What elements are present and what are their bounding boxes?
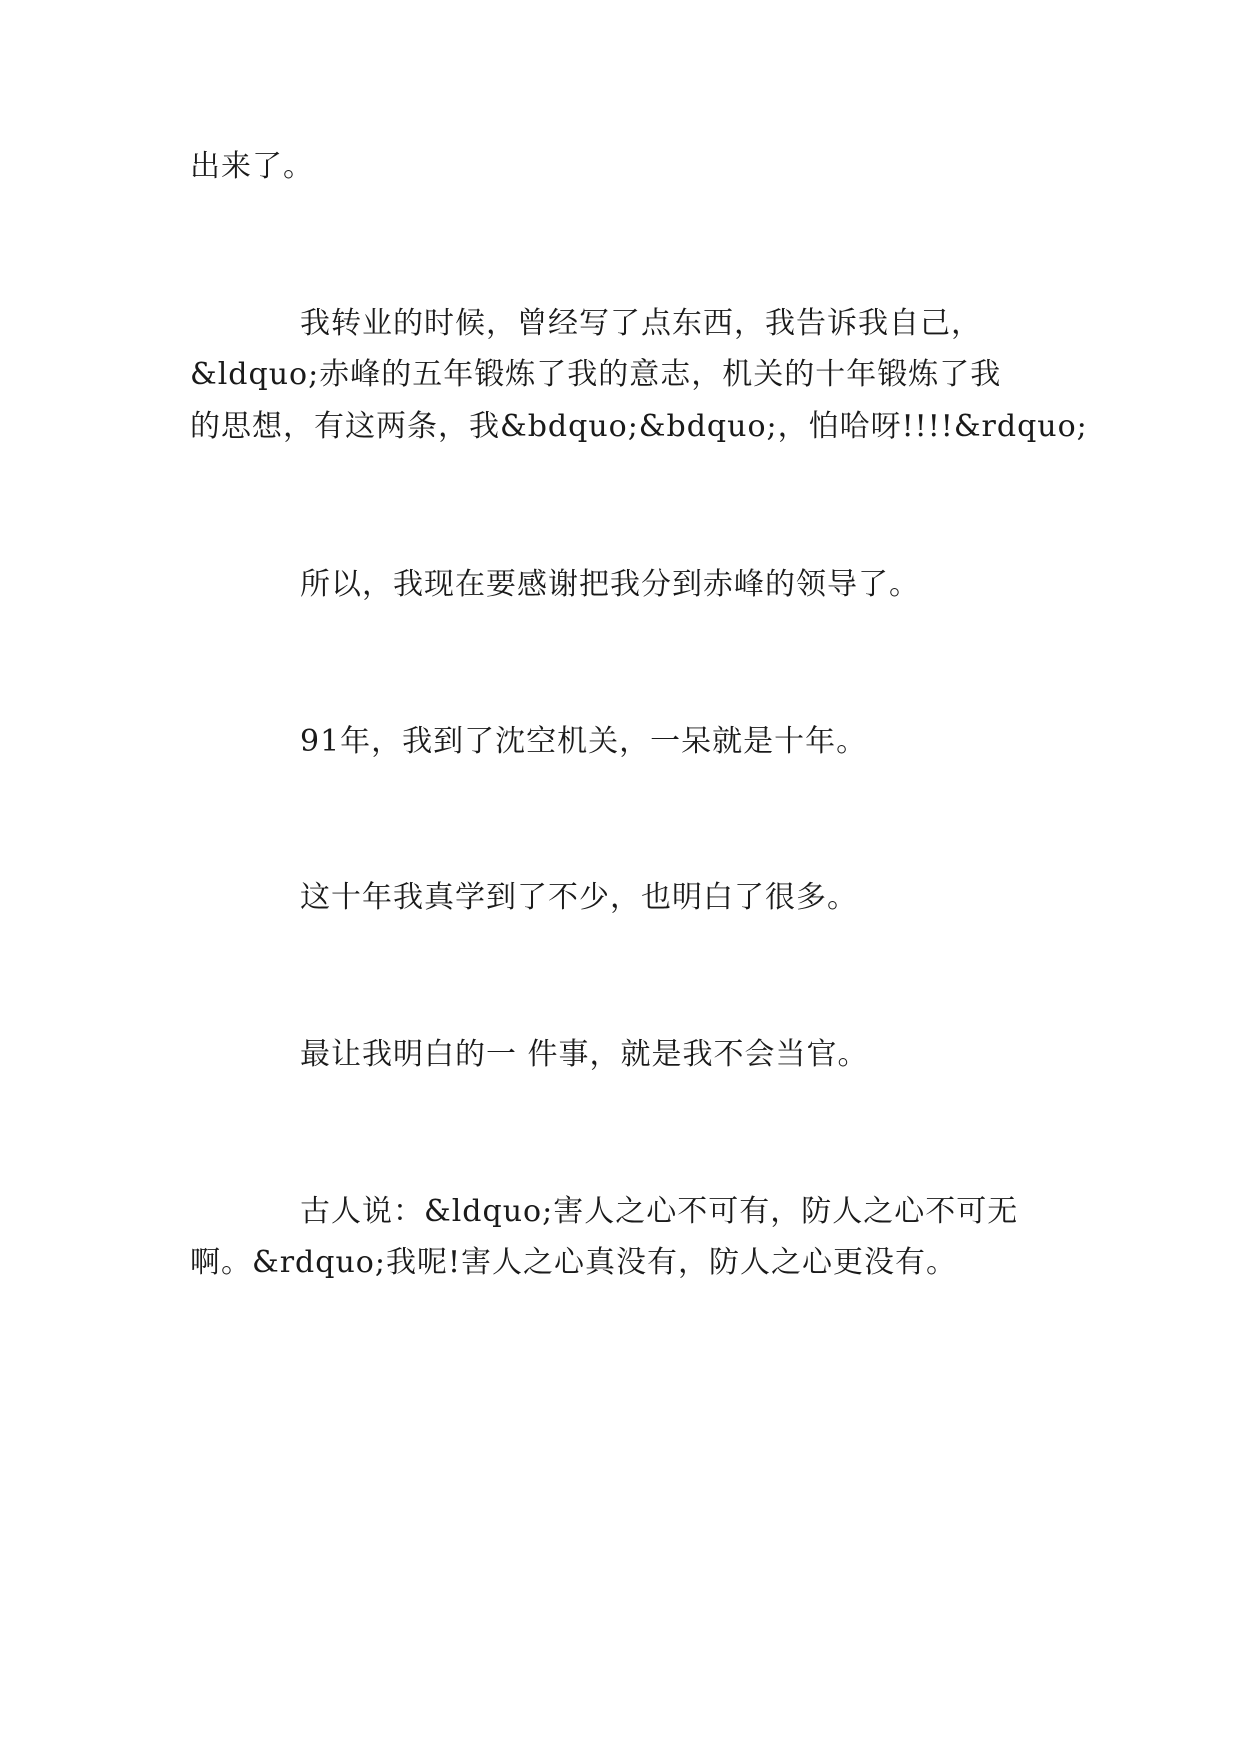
paragraph-7-line-1: 古人说：&ldquo;害人之心不可有，防人之心不可无 (300, 1194, 1019, 1229)
paragraph-2-line-1: 我转业的时候，曾经写了点东西，我告诉我自己， (300, 306, 982, 341)
paragraph-5-line-1: 这十年我真学到了不少，也明白了很多。 (300, 880, 858, 915)
paragraph-1-line-1: 出来了。 (190, 149, 314, 184)
paragraph-2-line-2: &ldquo;赤峰的五年锻炼了我的意志，机关的十年锻炼了我 (190, 357, 1002, 392)
paragraph-7-line-2: 啊。&rdquo;我呢!害人之心真没有，防人之心更没有。 (190, 1245, 957, 1280)
paragraph-3-line-1: 所以，我现在要感谢把我分到赤峰的领导了。 (300, 567, 920, 602)
paragraph-2-line-3: 的思想，有这两条，我&bdquo;&bdquo;，怕哈呀!!!!&rdquo; (190, 409, 1088, 444)
paragraph-4-line-1: 91年，我到了沈空机关，一呆就是十年。 (300, 724, 868, 759)
paragraph-6-line-1: 最让我明白的一 件事，就是我不会当官。 (300, 1037, 869, 1072)
